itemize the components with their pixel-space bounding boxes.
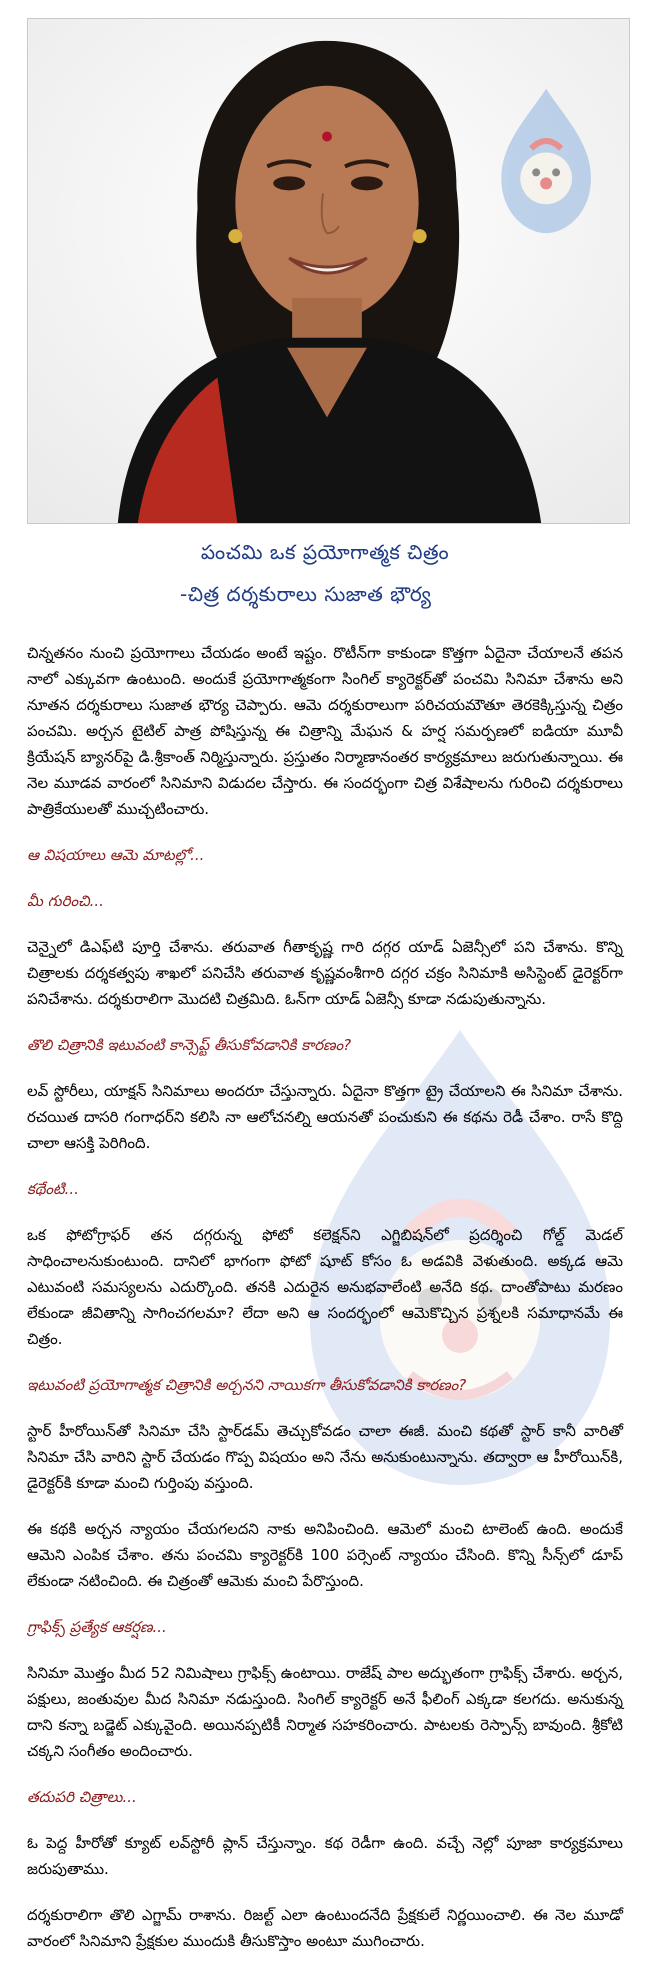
article-body <box>27 640 623 1974</box>
section-heading: గ్రాఫిక్స్ ప్రత్యేక ఆకర్షణ... <box>27 1618 167 1636</box>
section-heading: కథేంటి... <box>27 1180 79 1198</box>
article-paragraph: ఓ పెద్ద హీరోతో క్యూట్ లవ్‌స్టోరీ ప్లాన్ చేస్తున్నాం. కథ రెడీగా ఉంది. వచ్చే నెల్లో పూజా కార్యక్రమాలు జరుపుతాము. <box>27 1834 623 1878</box>
article-paragraph: స్టార్ హీరోయిన్‌తో సినిమా చేసి స్టార్‌డమ్ తెచ్చుకోవడం చాలా ఈజీ. మంచి కథతో స్టార్ కానీ వారితో సినిమా చేసి వారిని స్టార్ చేయడం గొప్ప విషయం అని నేను అనుకుంటున్నాను. తద్వారా ఆ హీరోయిన్‌కి, డైరెక్టర్‌కి కూడా మంచి గుర్తింపు వస్తుంది. <box>27 1422 623 1492</box>
portrait-photo <box>27 18 630 524</box>
section-heading: తొలి చిత్రానికి ఇటువంటి కాన్సెప్ట్ తీసుకోవడానికి కారణం? <box>27 1036 352 1054</box>
article-paragraph: ఒక ఫోటోగ్రాఫర్ తన దగ్గరున్న ఫోటో కలెక్షన్‌ని ఎగ్జిబిషన్‌లో ప్రదర్శించి గోల్డ్ మెడల్ సాధించాలనుకుంటుంది. దానిలో భాగంగా ఫోటో షూట్ కోసం ఓ అడవికి వెళుతుంది. అక్కడ ఆమె ఎటువంటి సమస్యలను ఎదుర్కొంది. తనకి ఎదురైన అనుభవాలేంటి అనేది కథ. దాంతోపాటు మరణం లేకుండా జీవితాన్ని సాగించగలమా? లేదా అని ఆ సందర్భంలో ఆమెకొచ్చిన ప్రశ్నలకి సమాధానమే ఈ చిత్రం. <box>27 1226 623 1348</box>
portrait-image <box>28 19 629 523</box>
article-paragraph: సినిమా మొత్తం మీద 52 నిమిషాలు గ్రాఫిక్స్ ఉంటాయి. రాజేష్ పాల అద్భుతంగా గ్రాఫిక్స్ చేశారు. అర్చన, పక్షులు, జంతువుల మీద సినిమా నడుస్తుంది. సింగిల్ క్యారెక్టర్ అనే ఫీలింగ్ ఎక్కడా కలగదు. అనుకున్న దాని కన్నా బడ్జెట్ ఎక్కువైంది. అయినప్పటికీ నిర్మాత సహకరించారు. పాటలకు రెస్పాన్స్ బావుంది. శ్రీకోటి చక్కని సంగీతం అందించారు. <box>27 1664 623 1760</box>
article-subtitle: -చిత్ర దర్శకురాలు సుజాత భౌర్య <box>180 582 432 606</box>
article-paragraph: చెన్నైలో డిఎఫ్‌టి పూర్తి చేశాను. తరువాత గీతాకృష్ణ గారి దగ్గర యాడ్ ఏజెన్సీలో పని చేశాను. కొన్ని చిత్రాలకు దర్శకత్వపు శాఖలో పనిచేసి తరువాత కృష్ణవంశీగారి దగ్గర చక్రం సినిమాకి అసిస్టెంట్ డైరెక్టర్‌గా పనిచేశాను. దర్శకురాలిగా మొదటి చిత్రమిది. ఓన్‌గా యాడ్ ఏజెన్సీ కూడా నడుపుతున్నాను. <box>27 938 623 1008</box>
section-heading: ఆ విషయాలు ఆమె మాటల్లో... <box>27 846 205 864</box>
article-title: పంచమి ఒక ప్రయోగాత్మక చిత్రం <box>200 540 450 564</box>
article-paragraph: లవ్ స్టోరీలు, యాక్షన్ సినిమాలు అందరూ చేస్తున్నారు. ఏదైనా కొత్తగా ట్రై చేయాలని ఈ సినిమా చేశాను. రచయిత దాసరి గంగాధర్‌ని కలిసి నా ఆలోచనల్ని ఆయనతో పంచుకుని ఈ కథను రెడీ చేశాం. రాసే కొద్ది చాలా ఆసక్తి పెరిగింది. <box>27 1082 623 1152</box>
section-heading: ఇటువంటి ప్రయోగాత్మక చిత్రానికి అర్చనని నాయికగా తీసుకోవడానికి కారణం? <box>27 1376 467 1394</box>
section-heading: మీ గురించి... <box>27 892 104 910</box>
article-paragraph: దర్శకురాలిగా తొలి ఎగ్జామ్ రాశాను. రిజల్ట్ ఎలా ఉంటుందనేది ప్రేక్షకులే నిర్ణయించాలి. ఈ నెల మూడో వారంలో సినిమాని ప్రేక్షకుల ముందుకి తీసుకొస్తాం అంటూ ముగించారు. <box>27 1906 623 1950</box>
article-paragraph: చిన్నతనం నుంచి ప్రయోగాలు చేయడం అంటే ఇష్టం. రొటీన్‌గా కాకుండా కొత్తగా ఏదైనా చేయాలనే తపన నాలో ఎక్కువగా ఉంటుంది. అందుకే ప్రయోగాత్మకంగా సింగిల్ క్యారెక్టర్‌తో పంచమి సినిమా చేశాను అని నూతన దర్శకురాలు సుజాత భౌర్య చెప్పారు. ఆమె దర్శకురాలుగా పరిచయమౌతూ తెరకెక్కిస్తున్న చిత్రం పంచమి. అర్చన టైటిల్ పాత్ర పోషిస్తున్న ఈ చిత్రాన్ని మేఘన & హర్ష సమర్పణలో ఐడియా మూవీ క్రియేషన్ బ్యానర్‌పై డి.శ్రీకాంత్ నిర్మిస్తున్నారు. ప్రస్తుతం నిర్మాణానంతర కార్యక్రమాలు జరుగుతున్నాయి. ఈ నెల మూడవ వారంలో సినిమాని విడుదల చేస్తారు. ఈ సందర్భంగా చిత్ర విశేషాలను గురించి దర్శకురాలు పాత్రికేయులతో ముచ్చటించారు. <box>27 644 623 818</box>
article-paragraph: ఈ కథకి అర్చన న్యాయం చేయగలదని నాకు అనిపించింది. ఆమెలో మంచి టాలెంట్ ఉంది. అందుకే ఆమెని ఎంపిక చేశాం. తను పంచమి క్యారెక్టర్‌కి 100 పర్సెంట్ న్యాయం చేసింది. కొన్ని సీన్స్‌లో డూప్ లేకుండా నటించింది. ఈ చిత్రంతో ఆమెకు మంచి పేరొస్తుంది. <box>27 1520 623 1590</box>
section-heading: తదుపరి చిత్రాలు... <box>27 1788 137 1806</box>
